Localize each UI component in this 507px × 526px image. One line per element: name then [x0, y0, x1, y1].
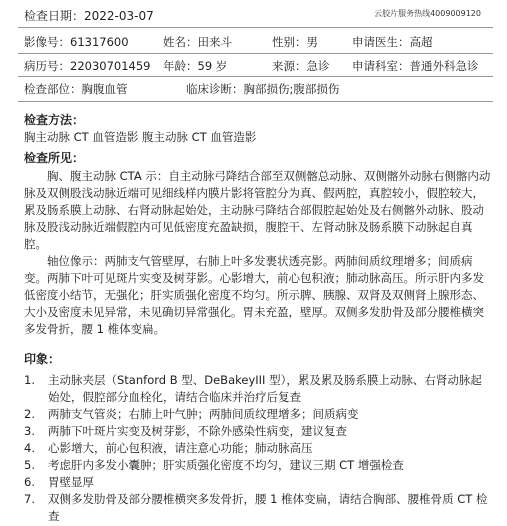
exam-part-label: 检查部位： [24, 82, 82, 96]
impression-num: 4. [24, 441, 35, 455]
patient-source [272, 58, 330, 74]
impression-text: 考虑肝内多发小囊肿；肝实质强化密度不均匀，建议三期 CT 增强检查 [48, 458, 404, 472]
source-value: 急诊 [306, 59, 330, 73]
method-title: 检查方法： [24, 113, 85, 127]
impression-num: 1. [24, 373, 35, 387]
divider [18, 27, 493, 28]
impression-text: 两肺支气管炎；右肺上叶气肿；两肺间质纹理增多；间质病变 [48, 407, 359, 421]
doctor-label: 申请医生： [352, 35, 410, 49]
case-no [24, 58, 150, 74]
impression-text: 双侧多发肋骨及部分腰椎横突多发骨折，腰 1 椎体变扁，请结合胸部、腰椎骨质 CT 检查 [48, 492, 488, 523]
impression-num: 5. [24, 458, 35, 472]
impression-text: 心影增大，前心包积液，请注意心功能；肺动脉高压 [48, 441, 313, 455]
impression-text: 两肺下叶斑片实变及树芽影，不除外感染性病变，建议复查 [48, 424, 347, 438]
age-label: 年龄： [163, 59, 198, 73]
patient-sex [272, 34, 318, 50]
exam-date-value: 2022-03-07 [84, 9, 154, 23]
divider [18, 53, 493, 54]
impression-title: 印象： [24, 352, 61, 366]
exam-date [24, 8, 154, 24]
impression-item [24, 440, 493, 457]
impression-num: 3. [24, 424, 35, 438]
divider [18, 76, 493, 77]
divider [18, 101, 493, 102]
case-no-value: 22030701459 [70, 59, 151, 73]
impression-num: 2. [24, 407, 35, 421]
department-label: 申请科室： [352, 59, 410, 73]
exam-date-label: 检查日期： [24, 9, 85, 23]
diagnosis-label: 临床诊断： [186, 82, 244, 96]
name-value: 田来斗 [197, 35, 232, 49]
findings-paragraph-axial: 轴位像示：两肺支气管壁厚，右肺上叶多发裹状透亮影。两肺间质纹理增多；间质病变。两肺下叶可见斑片实变及树芽影。心影增大，前心包积液；肺动脉高压。所示肝内多发低密度小结节，无强化；肝实质强化密度不均匀。所示脾、胰腺、双肾及双侧肾上腺形态、大小及密度未见异常，未见确切异常强化。胃未充盈，壁厚。双侧多发肋骨及部分腰椎横突多发骨折，腰 1 椎体变扁。 [24, 254, 484, 336]
request-doctor [352, 34, 433, 50]
sex-value: 男 [306, 35, 318, 49]
source-label: 来源： [272, 59, 307, 73]
image-no-value: 61317600 [70, 35, 129, 49]
findings-title: 检查所见： [24, 151, 85, 165]
findings-paragraph-cta: 胸、腹主动脉 CTA 示：自主动脉弓降结合部至双侧髂总动脉、双侧髂外动脉右侧髂内动脉及双侧股浅动脉近端可见细线样内膜片影将管腔分为真、假两腔，真腔较小，假腔较大，累及肠系膜上动脉、右肾动脉起始处，主动脉弓降结合部假腔起始处及右侧髂外动脉、股动脉及股浅动脉近端假腔内可见低密度充盈缺损，腹腔干、左肾动脉及肠系膜下动脉起自真腔。 [24, 169, 491, 251]
image-no [24, 34, 129, 50]
sex-label: 性别： [272, 35, 307, 49]
impression-item [24, 491, 493, 525]
patient-age [163, 58, 227, 74]
age-value: 59 岁 [197, 59, 228, 73]
exam-part [24, 81, 128, 97]
impression-list [24, 372, 493, 525]
name-label: 姓名： [163, 35, 198, 49]
impression-item [24, 372, 493, 406]
request-department [352, 58, 479, 74]
department-value: 普通外科急诊 [409, 59, 479, 73]
image-no-label: 影像号： [24, 35, 70, 49]
impression-item [24, 423, 493, 440]
doctor-value: 高超 [409, 35, 433, 49]
impression-num: 7. [24, 492, 35, 506]
hotline: 云胶片服务热线4009009120 [374, 9, 481, 18]
impression-text: 主动脉夹层（Stanford B 型、DeBakeyIII 型），累及累及肠系膜上动脉、右肾动脉起始处，假腔部分血栓化，请结合临床并治疗后复查 [48, 373, 482, 404]
diagnosis-value: 胸部损伤;腹部损伤 [243, 82, 340, 96]
clinical-diagnosis [186, 81, 339, 97]
impression-item [24, 474, 493, 491]
exam-part-value: 胸腹血管 [81, 82, 128, 96]
impression-num: 6. [24, 475, 35, 489]
patient-name [163, 34, 232, 50]
impression-item [24, 406, 493, 423]
impression-text: 胃壁显厚 [48, 475, 94, 489]
case-no-label: 病历号： [24, 59, 70, 73]
method-text: 胸主动脉 CT 血管造影 腹主动脉 CT 血管造影 [24, 130, 257, 144]
impression-item [24, 457, 493, 474]
